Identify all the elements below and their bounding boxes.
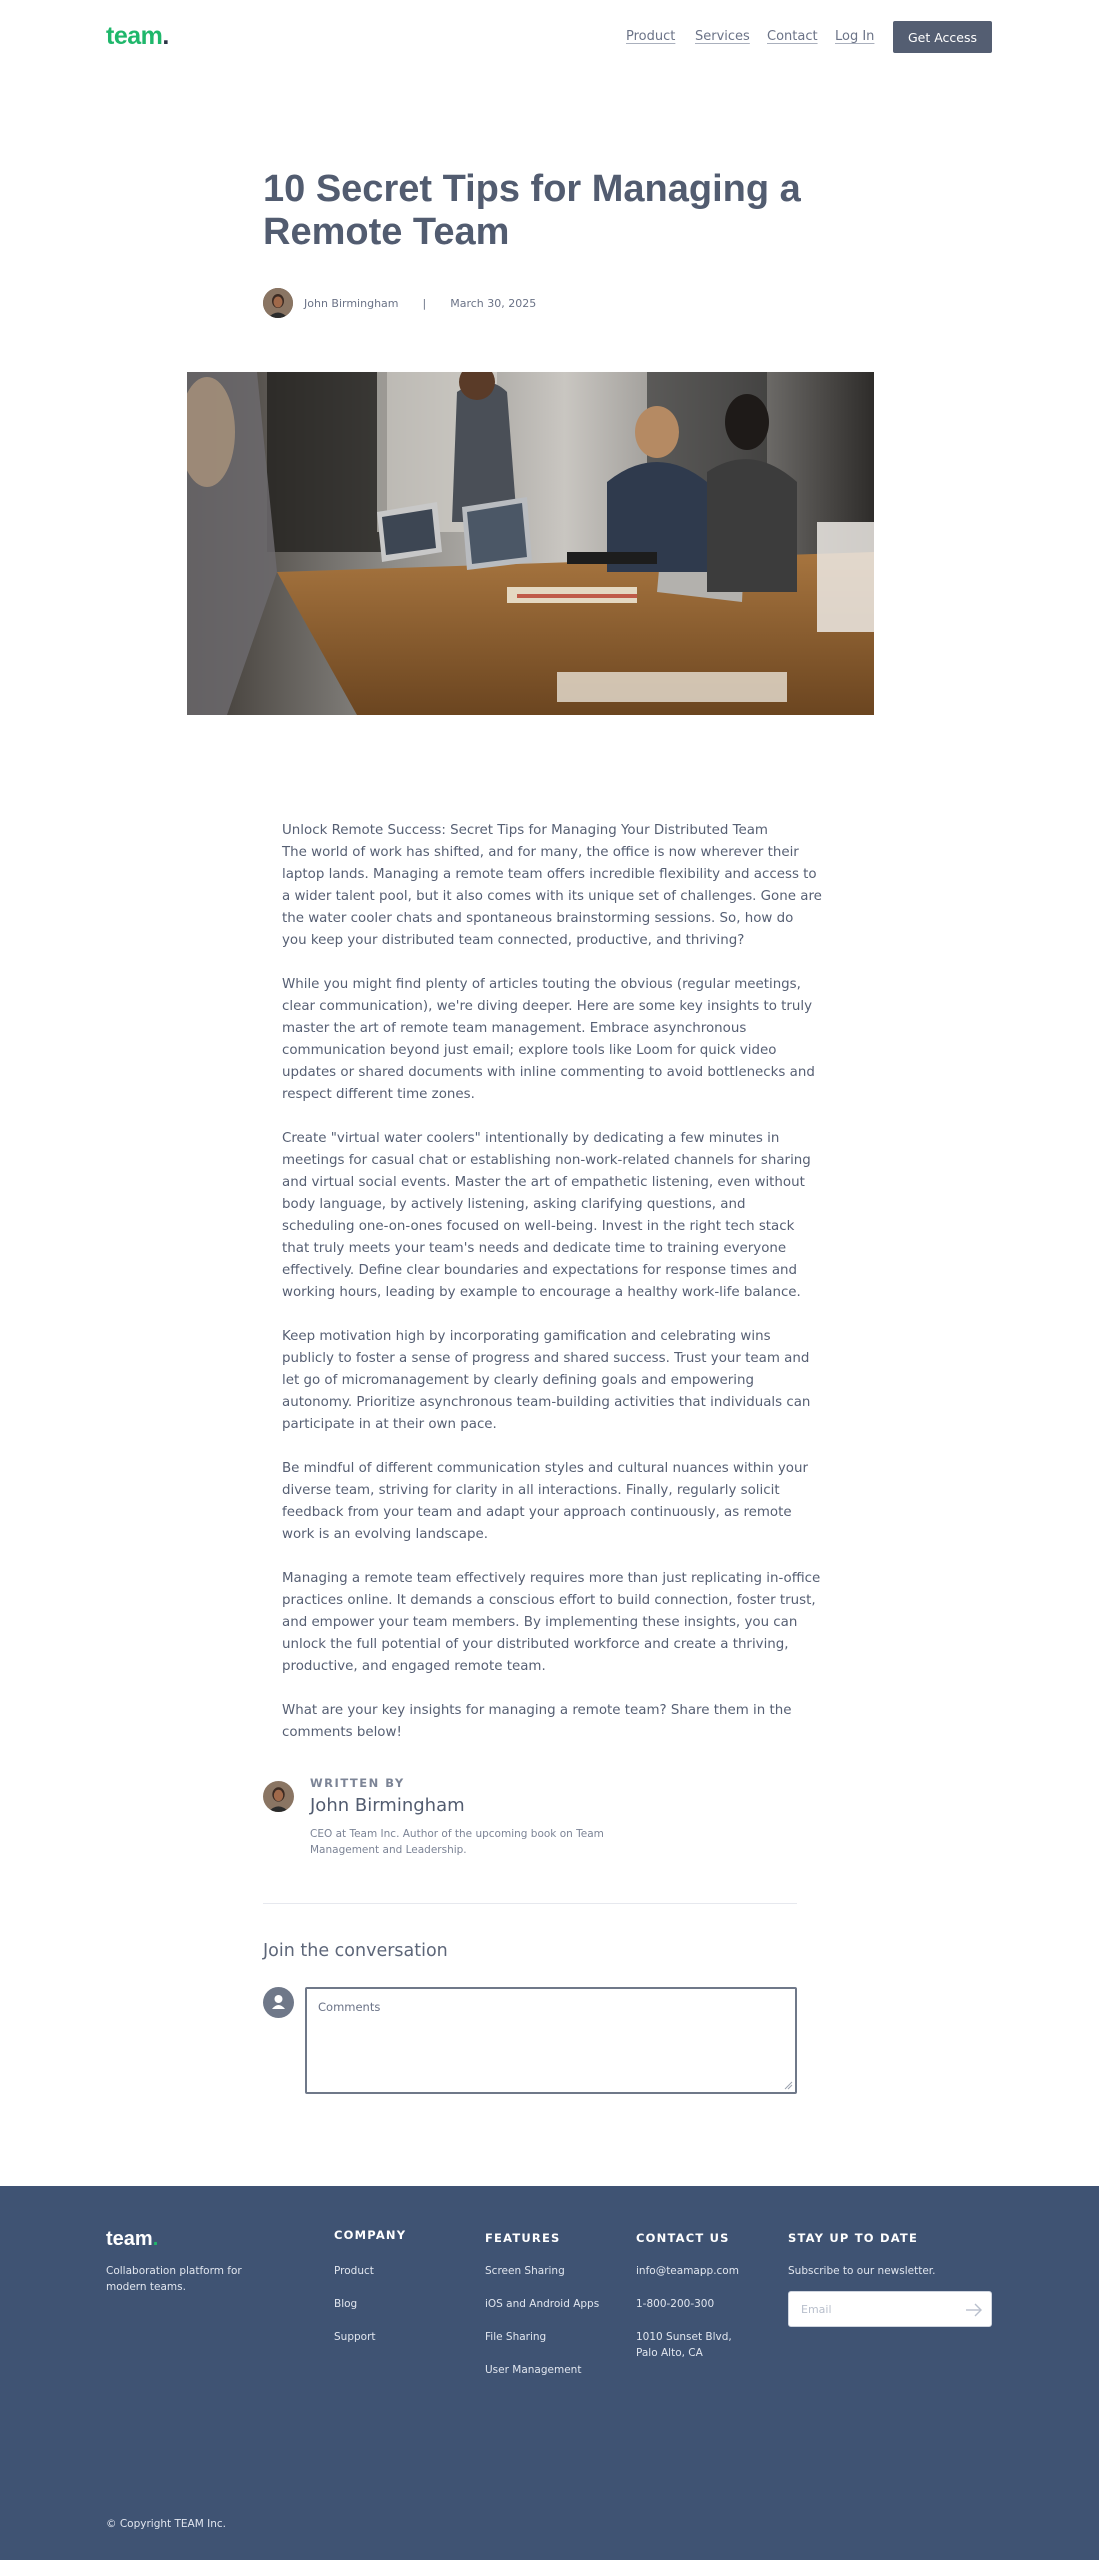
footer-logo-dot: . <box>152 2228 159 2250</box>
site-header <box>0 0 1099 75</box>
comments-textarea[interactable] <box>305 1987 797 2094</box>
footer-company-heading: COMPANY <box>334 2228 407 2242</box>
email-placeholder: Email <box>801 2303 832 2316</box>
paragraph: While you might find plenty of articles touting the obvious (regular meetings, clear communication), we're diving deeper. Here are some key insights to truly master the art of remote team management. Embrace asynchronous communication beyond just email; explore tools like Loom for quick video updates or shared documents with inline commenting to avoid bottlenecks and respect different time zones. <box>282 977 815 1102</box>
footer-link-blog[interactable]: Blog <box>334 2298 358 2310</box>
footer-contact-heading: CONTACT US <box>636 2231 730 2245</box>
footer-features-heading: FEATURES <box>485 2231 561 2245</box>
arrow-right-icon[interactable] <box>965 2302 983 2318</box>
author-avatar <box>263 288 293 318</box>
paragraph: Managing a remote team effectively requires more than just replicating in-office practices online. It demands a conscious effort to build connection, foster trust, and empower your team members. By implementing these insights, you can unlock the full potential of your distributed workforce and create a thriving, productive, and engaged remote team. <box>282 1571 821 1674</box>
nav-contact[interactable]: Contact <box>767 29 818 44</box>
footer-newsletter-text: Subscribe to our newsletter. <box>788 2265 936 2277</box>
paragraph: Keep motivation high by incorporating gamification and celebrating wins publicly to foster a sense of progress and shared success. Trust your team and let go of micromanagement by clearly defining goals and empowering autonomy. Prioritize asynchronous team-building activities that individuals can participate in at their own pace. <box>282 1329 811 1432</box>
nav-services[interactable]: Services <box>695 29 750 44</box>
logo-text: team <box>106 22 163 50</box>
footer-link-file-sharing[interactable]: File Sharing <box>485 2331 547 2343</box>
footer-link-product[interactable]: Product <box>334 2265 374 2277</box>
paragraph: What are your key insights for managing a remote team? Share them in the comments below! <box>282 1703 792 1740</box>
footer-newsletter-heading: STAY UP TO DATE <box>788 2231 919 2245</box>
footer-link-user-management[interactable]: User Management <box>485 2364 582 2376</box>
logo-dot: . <box>162 22 169 50</box>
get-access-button[interactable]: Get Access <box>893 21 992 53</box>
nav-login[interactable]: Log In <box>835 29 875 44</box>
publish-date: March 30, 2025 <box>450 296 537 310</box>
nav-product[interactable]: Product <box>626 29 676 44</box>
comments-heading: Join the conversation <box>263 1941 448 1961</box>
site-footer <box>0 2186 1099 2560</box>
footer-contact-phone[interactable]: 1-800-200-300 <box>636 2298 715 2310</box>
copyright: © Copyright TEAM Inc. <box>106 2518 226 2530</box>
footer-logo[interactable] <box>106 2228 158 2251</box>
user-icon <box>263 1987 294 2018</box>
paragraph: Be mindful of different communication styles and cultural nuances within your diverse team, striving for clarity in all interactions. Finally, regularly solicit feedback from your team and adapt your approach continuously, as remote work is an evolving landscape. <box>282 1461 808 1542</box>
logo[interactable] <box>106 22 169 51</box>
divider <box>263 1903 797 1904</box>
written-by-label: WRITTEN BY <box>310 1776 405 1790</box>
footer-logo-text: team <box>106 2228 153 2250</box>
resize-handle-icon[interactable] <box>783 2080 793 2090</box>
hero-image <box>187 372 874 715</box>
author-bio: CEO at Team Inc. Author of the upcoming book on Team Management and Leadership. <box>310 1828 604 1856</box>
footer-link-support[interactable]: Support <box>334 2331 376 2343</box>
footer-contact-address-1: 1010 Sunset Blvd, <box>636 2331 732 2343</box>
paragraph: Unlock Remote Success: Secret Tips for Managing Your Distributed Team The world of work has shifted, and for many, the office is now wherever their laptop lands. Managing a remote team offers incredible flexibility and access to a wider talent pool, but it also comes with its unique set of challenges. Gone are the water cooler chats and spontaneous brainstorming sessions. So, how do you keep your distributed team connected, productive, and thriving? <box>282 823 822 948</box>
author-box-avatar <box>263 1781 294 1812</box>
footer-link-screen-sharing[interactable]: Screen Sharing <box>485 2265 565 2277</box>
footer-link-apps[interactable]: iOS and Android Apps <box>485 2298 600 2310</box>
article-title: 10 Secret Tips for Managing a Remote Team <box>263 168 801 253</box>
author-box-name: John Birmingham <box>310 1795 465 1816</box>
footer-contact-email[interactable]: info@teamapp.com <box>636 2265 739 2277</box>
footer-contact-address-2: Palo Alto, CA <box>636 2347 703 2359</box>
footer-tagline: Collaboration platform for modern teams. <box>106 2265 242 2293</box>
comments-placeholder: Comments <box>318 2000 381 2014</box>
paragraph: Create "virtual water coolers" intentionally by dedicating a few minutes in meetings for casual chat or establishing non-work-related channels for sharing and virtual social events. Master the art of empathetic listening, even without body language, by actively listening, asking clarifying questions, and scheduling one-on-ones focused on well-being. Invest in the right tech stack that truly meets your team's needs and dedicate time to training everyone effectively. Define clear boundaries and expectations for response times and working hours, leading by example to encourage a healthy work-life balance. <box>282 1131 811 1300</box>
author-name[interactable]: John Birmingham <box>304 296 399 310</box>
newsletter-email-input[interactable] <box>788 2291 992 2327</box>
article-meta <box>263 287 536 319</box>
meta-separator: | <box>422 296 427 310</box>
article-body <box>282 820 822 1766</box>
